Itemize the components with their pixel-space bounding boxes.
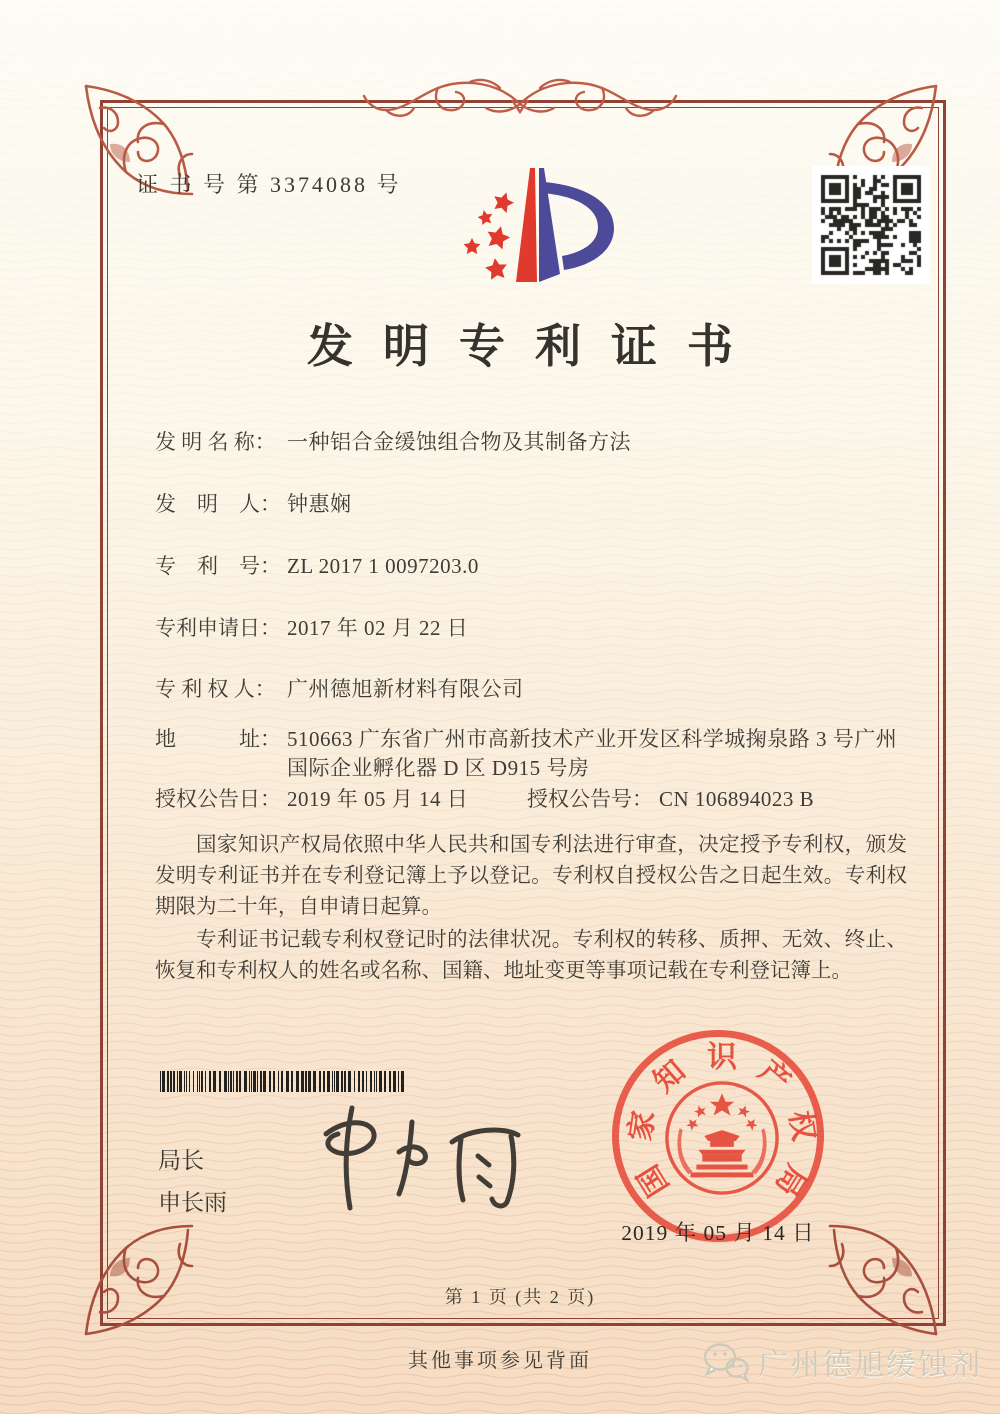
field-invention-name: 发 明 名 称： 一种铝合金缓蚀组合物及其制备方法 — [155, 430, 631, 454]
officer-title: 局长 — [158, 1148, 204, 1173]
back-side-note: 其他事项参见背面 — [408, 1350, 592, 1372]
page-number: 第 1 页 (共 2 页) — [444, 1287, 596, 1307]
national-emblem — [663, 1079, 781, 1197]
field-grant-date-and-number: 授权公告日： 2019 年 05 月 14 日 授权公告号： CN 106894023 B — [155, 787, 815, 811]
legal-text — [155, 830, 907, 989]
field-application-date: 专利申请日： 2017 年 02 月 22 日 — [155, 616, 469, 640]
seal-ring-char: 产 — [752, 1054, 797, 1100]
legal-paragraph-2: 专利证书记载专利权登记时的法律状况。专利权的转移、质押、无效、终止、恢复和专利权人的姓名或名称、国籍、地址变更等事项记载在专利登记簿上。 — [155, 929, 907, 982]
officer-name: 申长雨 — [158, 1190, 227, 1215]
national-emblem-seal — [612, 1030, 824, 1242]
barcode — [160, 1071, 408, 1092]
seal-ring-char: 国 — [631, 1159, 676, 1203]
certificate-title: 发明专利证书 — [307, 321, 763, 372]
officer-signature — [312, 1100, 542, 1225]
qr-code — [812, 166, 930, 284]
field-patent-number: 专 利 号： ZL 2017 1 0097203.0 — [155, 554, 479, 578]
officer-block — [158, 1140, 227, 1224]
seal-ring-char: 家 — [623, 1108, 661, 1144]
seal-date: 2019 年 05 月 14 日 — [621, 1221, 815, 1245]
certificate-number: 证 书 号 第 3374088 号 — [136, 172, 402, 197]
field-patentee: 专 利 权 人： 广州德旭新材料有限公司 — [155, 677, 524, 701]
wechat-icon — [702, 1341, 750, 1383]
legal-paragraph-1: 国家知识产权局依照中华人民共和国专利法进行审查，决定授予专利权，颁发发明专利证书并在专利登记簿上予以登记。专利权自授权公告之日起生效。专利权期限为二十年，自申请日起算。 — [155, 834, 907, 918]
watermark — [702, 1340, 982, 1384]
seal-ring-char: 局 — [768, 1159, 813, 1203]
cnipa-logo — [438, 152, 648, 288]
seal-ring-char: 识 — [707, 1041, 737, 1074]
seal-ring-char: 权 — [783, 1108, 821, 1144]
watermark-text: 广州德旭缓蚀剂 — [758, 1349, 982, 1382]
field-inventor: 发 明 人： 钟惠娴 — [155, 492, 352, 516]
field-address: 地 址： 510663 广东省广州市高新技术产业开发区科学城掬泉路 3 号广州国际企业孵化器 D 区 D915 号房 — [155, 727, 898, 780]
seal-ring-char: 知 — [647, 1054, 692, 1100]
